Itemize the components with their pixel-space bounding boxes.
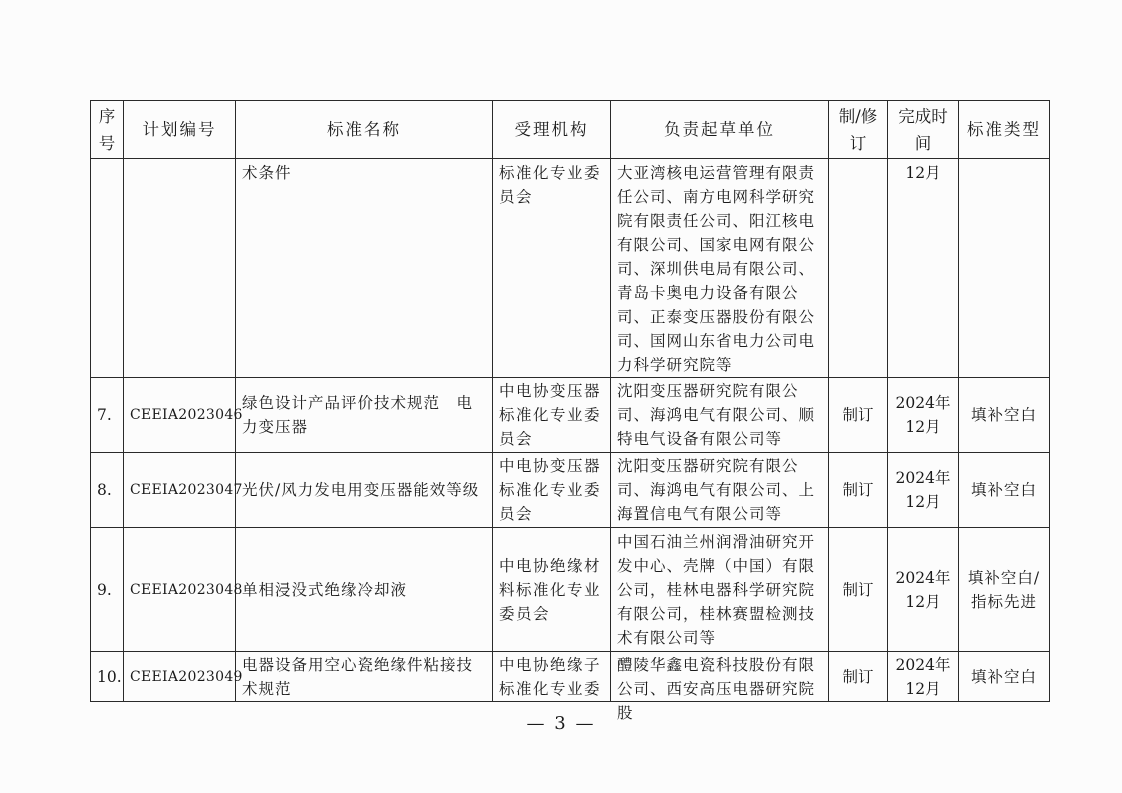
- cell-type: 制订: [829, 453, 888, 528]
- header-type: 制/修订: [829, 101, 888, 159]
- cell-drafter: 大亚湾核电运营管理有限责任公司、南方电网科学研究院有限责任公司、阳江核电有限公司、国家电网有限公司、深圳供电局有限公司、青岛卡奥电力设备有限公司、正泰变压器股份有限公司、国网山东省电力公司电力科学研究院等: [611, 159, 829, 378]
- cell-org: 中电协变压器标准化专业委员会: [493, 378, 611, 453]
- header-name: 标准名称: [236, 101, 493, 159]
- cell-drafter-text: 醴陵华鑫电瓷科技股份有限公司、西安高压电器研究院股: [617, 655, 816, 722]
- cell-name: 光伏/风力发电用变压器能效等级: [236, 453, 493, 528]
- cell-category: 填补空白: [959, 378, 1050, 453]
- cell-time: 2024年12月: [888, 652, 959, 702]
- cell-org-text: 中电协绝缘子标准化专业委: [499, 655, 602, 698]
- table-row: [91, 378, 1050, 453]
- cell-drafter: 沈阳变压器研究院有限公司、海鸿电气有限公司、上海置信电气有限公司等: [611, 453, 829, 528]
- cell-drafter: 沈阳变压器研究院有限公司、海鸿电气有限公司、顺特电气设备有限公司等: [611, 378, 829, 453]
- header-drafter: 负责起草单位: [611, 101, 829, 159]
- cell-plan-no: CEEIA2023047: [124, 453, 236, 528]
- cell-index: 8.: [91, 453, 124, 528]
- table-row: [91, 159, 1050, 378]
- header-category: 标准类型: [959, 101, 1050, 159]
- cell-type: 制订: [829, 528, 888, 652]
- cell-org: 标准化专业委员会: [493, 159, 611, 378]
- page-number: — 3 —: [526, 713, 596, 734]
- header-org: 受理机构: [493, 101, 611, 159]
- cell-drafter: [611, 652, 829, 722]
- cell-category: [959, 159, 1050, 378]
- table-header-row: [91, 101, 1050, 159]
- cell-time: 2024年12月: [888, 528, 959, 652]
- cell-category: 填补空白: [959, 652, 1050, 702]
- header-index: 序号: [91, 101, 124, 159]
- cell-drafter: 中国石油兰州润滑油研究开发中心、壳牌（中国）有限公司，桂林电器科学研究院有限公司，桂林赛盟检测技术有限公司等: [611, 528, 829, 652]
- cell-plan-no: CEEIA2023049: [124, 652, 236, 702]
- cell-org: [493, 652, 611, 702]
- cell-type: [829, 159, 888, 378]
- table-row: [91, 453, 1050, 528]
- standards-plan-table: [90, 100, 1050, 722]
- cell-name: 单相浸没式绝缘冷却液: [236, 528, 493, 652]
- cell-index: 10.: [91, 652, 124, 702]
- cell-category: 填补空白/指标先进: [959, 528, 1050, 652]
- cell-plan-no: [124, 159, 236, 378]
- cell-index: 9.: [91, 528, 124, 652]
- cell-org: 中电协绝缘材料标准化专业委员会: [493, 528, 611, 652]
- table-row: [91, 528, 1050, 652]
- cell-name: 术条件: [236, 159, 493, 378]
- cell-index: [91, 159, 124, 378]
- cell-type: 制订: [829, 652, 888, 702]
- cell-name: 绿色设计产品评价技术规范 电力变压器: [236, 378, 493, 453]
- cell-index: 7.: [91, 378, 124, 453]
- cell-type: 制订: [829, 378, 888, 453]
- cell-plan-no: CEEIA2023046: [124, 378, 236, 453]
- table-row: [91, 652, 1050, 702]
- cell-time: 12月: [888, 159, 959, 378]
- cell-time: 2024年12月: [888, 378, 959, 453]
- cell-category: 填补空白: [959, 453, 1050, 528]
- cell-org: 中电协变压器标准化专业委员会: [493, 453, 611, 528]
- cell-name: 电器设备用空心瓷绝缘件粘接技术规范: [236, 652, 493, 702]
- header-plan-no: 计划编号: [124, 101, 236, 159]
- header-time: 完成时间: [888, 101, 959, 159]
- cell-time: 2024年12月: [888, 453, 959, 528]
- cell-plan-no: CEEIA2023048: [124, 528, 236, 652]
